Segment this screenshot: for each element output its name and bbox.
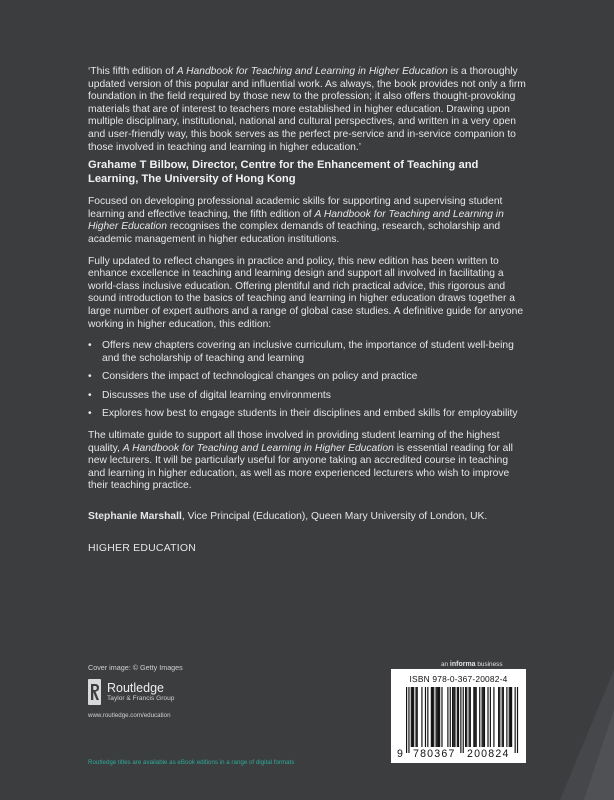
barcode-bar: [411, 687, 412, 747]
subject-category: HIGHER EDUCATION: [88, 541, 197, 554]
barcode-bar: [487, 687, 488, 747]
barcode-bar: [490, 687, 491, 747]
barcode-bar: [476, 687, 477, 747]
barcode-bar: [483, 687, 484, 747]
feature-list-item: • Offers new chapters covering an inclusive curriculum, the importance of student well-being and the scholarship of teaching and learning: [88, 340, 514, 364]
barcode-bar: [421, 687, 422, 747]
barcode-bar: [479, 687, 480, 747]
barcode-bar: [452, 687, 453, 747]
barcode-digit-first: 9: [397, 748, 405, 760]
publisher-website: www.routledge.com/education: [88, 712, 171, 719]
bullet-icon: •: [88, 389, 92, 401]
barcode-bar: [458, 687, 459, 747]
barcode-bar: [499, 687, 500, 747]
barcode-bar: [454, 687, 455, 747]
barcode-bar: [408, 687, 409, 753]
barcode-bar: [441, 687, 442, 747]
barcode-bar: [509, 687, 510, 747]
endorsement-attribution: Grahame T Bilbow, Director, Centre for the Enhancement of Teaching and Learning, The University of Hong Kong: [88, 159, 479, 186]
barcode-bar: [493, 687, 494, 747]
barcode-bar: [425, 687, 426, 747]
informa-business-label: an informa business: [441, 661, 503, 668]
barcode-bar: [415, 687, 416, 747]
barcode-bar: [506, 687, 507, 747]
barcode-bar: [473, 687, 474, 747]
barcode-bar: [432, 687, 433, 747]
barcode-bar: [469, 687, 470, 747]
barcode-bar: [433, 687, 434, 747]
barcode-bar: [463, 687, 464, 753]
cover-image-credit: Cover image: © Getty Images: [88, 663, 183, 672]
editor-role: , Vice Principal (Education), Queen Mary University of London, UK.: [181, 511, 488, 523]
barcode-bar: [412, 687, 413, 747]
description-paragraph-3: The ultimate guide to support all those involved in providing student learning of the highest quality, A Handbook for Teaching and Learning in Higher Education is essential reading for all new lecturers. It will be particularly useful for anyone taking an accredited course in teaching and learning in higher education, as well as more experienced lecturers who wish to improve their teaching practice.: [88, 430, 513, 492]
barcode-bar: [450, 687, 451, 747]
editor-credit: [88, 511, 528, 524]
barcode-bar: [510, 687, 511, 747]
barcode-bar: [431, 687, 432, 747]
barcode-bar: [406, 687, 407, 753]
feature-list-item: • Considers the impact of technological changes on policy and practice: [88, 371, 418, 383]
barcode-bar: [453, 687, 454, 747]
barcode-bar: [437, 687, 438, 747]
barcode-bar: [474, 687, 475, 747]
barcode-digits-left: 780367: [413, 748, 456, 760]
barcode-bar: [438, 687, 439, 747]
publisher-logo: [88, 677, 174, 707]
barcode-bar: [439, 687, 440, 747]
barcode-bar: [503, 687, 504, 747]
ebook-availability-note: Routledge titles are available as eBook editions in a range of digital formats: [88, 759, 295, 766]
barcode-bar: [460, 687, 461, 753]
barcode-digits-right: 200824: [467, 748, 510, 760]
back-cover-text: [88, 66, 528, 563]
barcode-bar: [457, 687, 458, 747]
barcode-bar: [517, 687, 518, 753]
barcode-bar: [515, 687, 516, 753]
feature-list-item: • Explores how best to engage students in their disciplines and embed skills for employability: [88, 408, 518, 420]
barcode-bar: [447, 687, 448, 747]
barcode-bar: [465, 687, 466, 747]
feature-list: [88, 340, 528, 421]
barcode-bar: [470, 687, 471, 747]
barcode-bar: [482, 687, 483, 747]
barcode-bar: [466, 687, 467, 747]
barcode-bar: [498, 687, 499, 747]
publisher-group: Taylor & Francis Group: [107, 694, 175, 702]
barcode-bar: [436, 687, 437, 747]
description-paragraph-1: Focused on developing professional academic skills for supporting and supervising student learning and effective teaching, the fifth edition of A Handbook for Teaching and Learning in Higher Education recognises the complex demands of teaching, research, scholarship and academic management in higher education institutions.: [88, 196, 504, 245]
publisher-name: Routledge: [107, 680, 164, 695]
barcode-bar: [511, 687, 512, 747]
barcode-bar: [427, 687, 428, 747]
barcode-bar: [413, 687, 414, 747]
barcode-bar: [484, 687, 485, 747]
bullet-icon: •: [88, 340, 92, 352]
barcode-bar: [502, 687, 503, 747]
description-paragraph-2: Fully updated to reflect changes in practice and policy, this new edition has been written to enhance excellence in teaching and learning design and support all involved in facilitating a world-class inclusive education. Offering plentiful and rich practical advice, this rigorous and sound introduction to the basics of teaching and learning in higher education draws together a large number of expert authors and a range of global case studies. A definitive guide for anyone working in higher education, this edition:: [88, 255, 524, 330]
cover-decoration: [540, 640, 614, 800]
barcode-bar: [417, 687, 418, 747]
editor-name: Stephanie Marshall: [88, 511, 182, 523]
routledge-logo-icon: [88, 679, 101, 705]
feature-list-item: • Discusses the use of digital learning environments: [88, 389, 331, 401]
isbn-label: ISBN 978-0-367-20082-4: [409, 674, 508, 684]
endorsement-quote: ‘This fifth edition of A Handbook for Teaching and Learning in Higher Education is a thoroughly updated version of this popular and influential work. As always, the book provides not only a firm foundation in the field required by those new to the profession; it also offers thought-provoking materials that are of interest to teachers more established in higher education. Drawing upon multiple disciplinary, institutional, national and cultural perspectives, and written in a very open and user-friendly way, this book serves as the perfect pre-service and in-service companion to those involved in teaching and learning in higher education.’: [88, 66, 526, 153]
bullet-icon: •: [88, 371, 92, 383]
bullet-icon: •: [88, 408, 92, 420]
isbn-barcode: [391, 669, 526, 763]
